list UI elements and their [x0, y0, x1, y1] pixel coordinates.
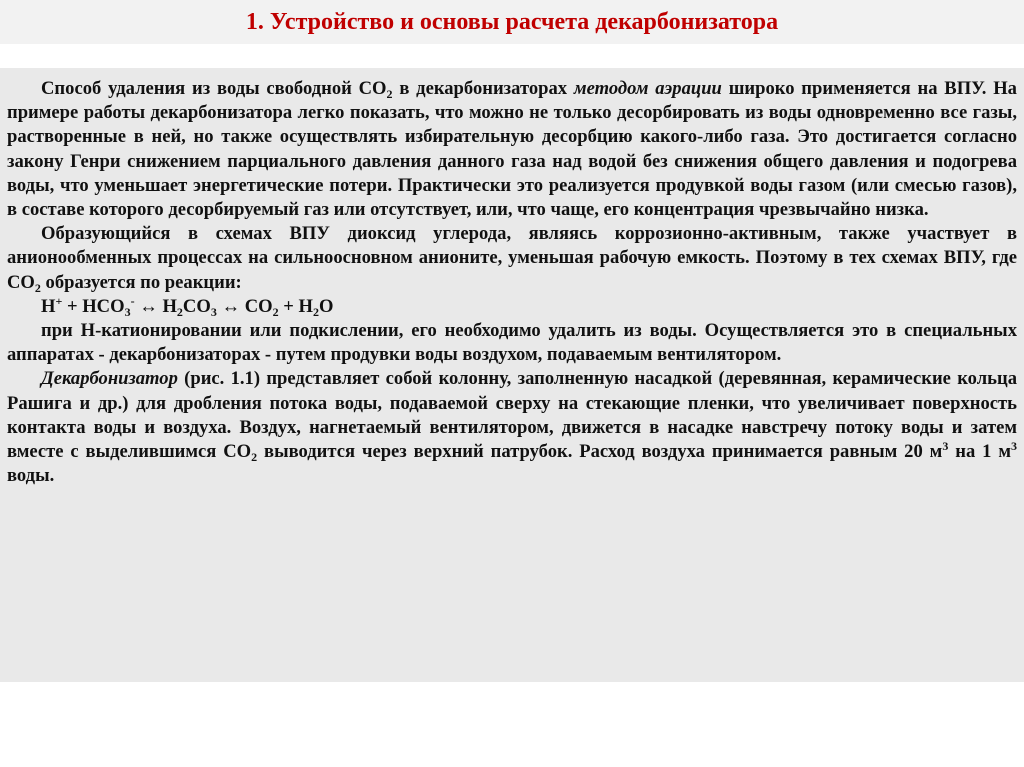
p4-text-b: выводится через верхний патрубок. Расход воздуха принимается равным 20 м [257, 441, 943, 463]
formula-hco3-charge: - [130, 293, 135, 308]
slide-title: 1. Устройство и основы расчета декарбонизатора [245, 9, 779, 35]
formula-arrow-1: ↔ Н [134, 295, 177, 317]
p2-text-b: образуется по реакции: [40, 271, 242, 293]
body-text [7, 77, 1017, 488]
p1-text-a: Способ удаления из воды свободной СО [41, 78, 387, 99]
formula-h2o-sub: 2 [312, 304, 319, 319]
formula-co3: СО [182, 295, 211, 317]
p4-text-a: (рис. 1.1) представляет собой колонну, заполненную насадкой (деревянная, керамические кольца Рашига и др.) для дробления потока воды, подаваемой сверху на стекающие пленки, что увеличивает поверхность контакта воды и воздуха. Воздух, нагнетаемый вентилятором, движется в насадке навстречу потоку воды и затем вместе с выделившимся СО [7, 368, 1017, 463]
formula-h-charge: + [55, 293, 63, 308]
p4-text-d: воды. [7, 465, 55, 487]
formula-hco: + НСО [62, 295, 125, 317]
formula-h: Н [41, 295, 56, 317]
formula-co2-sub: 2 [272, 304, 279, 319]
p2-text-a: Образующийся в схемах ВПУ диоксид углерода, являясь коррозионно-активным, также участвует в анионообменных процессах на сильноосновном анионите, уменьшая рабочую емкость. Поэтому в тех схемах ВПУ, где СО [7, 223, 1017, 293]
formula-h2-sub: 2 [176, 304, 183, 319]
formula-hco3-sub: 3 [124, 304, 131, 319]
p1-text-c: широко применяется на ВПУ. На примере работы декарбонизатора легко показать, что можно не только десорбировать из воды одновременно все газы, растворенные в ней, но также осуществлять избирательную десорбцию какого-либо газа. Это достигается согласно закону Генри снижением парциального давления данного газа над водой без снижения общего давления и подогрева воды, что уменьшает энергетические потери. Практически это реализуется продувкой воды газом (или смесью газов), в составе которого десорбируемый газ или отсутствует, или, что чаще, его концентрация чрезвычайно низка. [7, 78, 1017, 221]
p1-subscript: 2 [386, 87, 393, 101]
p2-subscript: 2 [34, 280, 41, 295]
formula-arrow-2: ↔ СО [216, 295, 273, 317]
paragraph-3: при Н-катионировании или подкислении, его необходимо удалить из воды. Осуществляется это в специальных аппаратах - декарбонизаторах - путем продувки воды воздухом, подаваемым вентилятором. [7, 320, 1017, 366]
p4-superscript-1: 3 [942, 439, 949, 454]
p4-text-c: на 1 м [948, 441, 1011, 463]
paragraph-4 [7, 367, 1017, 488]
formula-o: О [318, 295, 334, 317]
reaction-formula [7, 295, 1017, 319]
formula-h2o-h: + Н [278, 295, 313, 317]
paragraph-1 [7, 77, 1017, 222]
p4-subscript: 2 [251, 450, 258, 465]
formula-co3-sub: 3 [210, 304, 217, 319]
p4-italic: Декарбонизатор [41, 368, 178, 390]
p1-text-b: в декарбонизаторах [392, 78, 574, 99]
p1-italic: методом аэрации [573, 78, 722, 99]
paragraph-2 [7, 222, 1017, 295]
p4-superscript-2: 3 [1011, 439, 1017, 454]
